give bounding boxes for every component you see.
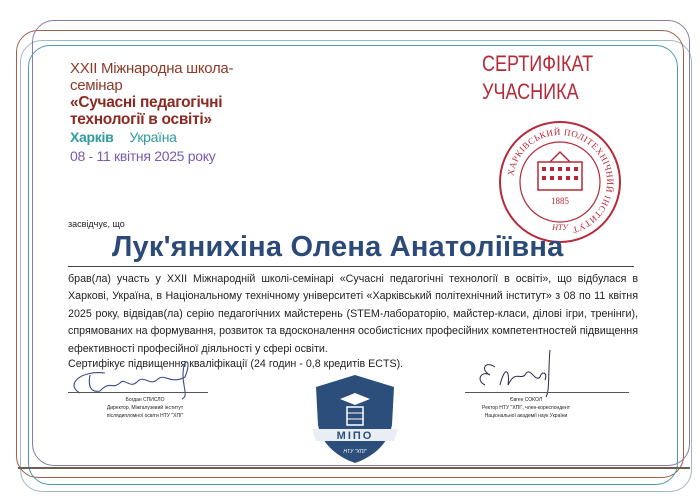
signatory-left (90, 396, 200, 420)
signature-line (465, 392, 629, 393)
event-header (70, 60, 233, 165)
mipo-logo-icon (312, 373, 398, 465)
recipient-name: Лук'янихіна Олена Анатоліївна (112, 231, 564, 263)
signatory-role: Ректор НТУ "ХПІ", член-кореспондент (481, 405, 570, 411)
divider (68, 266, 634, 267)
svg-text:НТУ "ХПІ": НТУ "ХПІ" (343, 449, 367, 455)
svg-text:1885: 1885 (551, 196, 569, 206)
university-seal-icon (498, 120, 622, 244)
event-title: «Сучасні педагогічні (70, 94, 223, 111)
certificate-title-line1: СЕРТИФІКАТ (482, 51, 594, 76)
event-series: XXII Міжнародна школа- (70, 60, 234, 77)
signatory-name: Богдан СПИСЛО (125, 397, 165, 403)
signatory-right (466, 396, 586, 420)
signatory-role: Директор, Міжгалузевий інститут (106, 405, 184, 411)
bottom-border (18, 467, 690, 469)
qualification-statement: Сертифікує підвищення кваліфікації (24 годин - 0,8 кредитів ECTS). (68, 358, 404, 370)
event-country: Україна (129, 129, 177, 145)
signature-line (68, 392, 208, 393)
svg-text:НТУ: НТУ (552, 223, 568, 232)
certifies-label: засвідчує, що (68, 219, 125, 229)
svg-text:ХАРКІВСЬКИЙ ПОЛІТЕХНІЧНИЙ ІНСТ: ХАРКІВСЬКИЙ ПОЛІТЕХНІЧНИЙ ІНСТИТУТ (505, 126, 616, 236)
event-city: Харків (70, 129, 114, 145)
certificate-body: брав(ла) участь у XXII Міжнародній школі-семінарі «Сучасні педагогічні технології в освіті», що відбулася в Харкові, Україна, в Національному технічному університеті «Харківський політехнічний інститут» з 08 по 11 квітня 2025 року, відвідав(ла) серію педагогічних майстерень (STEM-лабораторію, майстер-класи, ділові ігри, тренінги), спрямованих на формування, розвиток та вдосконалення особистісних професійних компетентностей підвищення ефективності професійної діяльності у сфері освіти. (68, 273, 638, 355)
event-series-cont: семінар (70, 77, 123, 94)
event-dates: 08 - 11 квітня 2025 року (70, 148, 216, 164)
signatory-role: Національної академії наук України (484, 413, 568, 419)
event-title-cont: технології в освіті» (70, 111, 212, 128)
signatory-name: Євген СОКОЛ (509, 397, 543, 403)
signatory-role: післядипломної освіти НТУ "ХПІ" (106, 413, 184, 419)
svg-text:МІПО: МІПО (336, 430, 374, 442)
certificate-title-line2: УЧАСНИКА (482, 79, 579, 104)
certificate-title (482, 50, 593, 106)
